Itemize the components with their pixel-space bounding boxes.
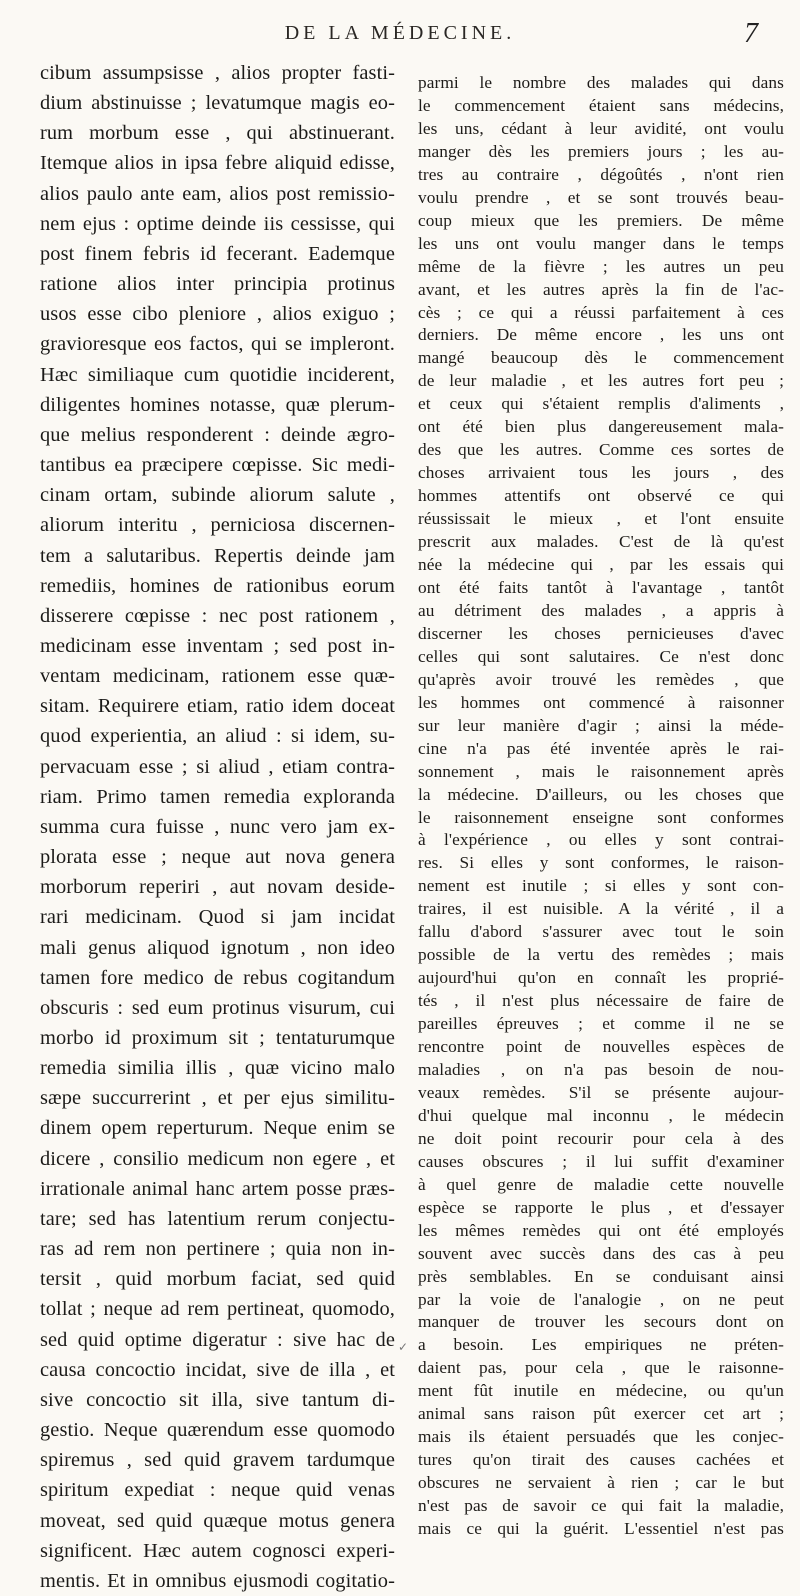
- french-text-line: avant, et les autres après la fin de l'ac-: [418, 279, 784, 299]
- latin-text-line: morbo id proximum sit ; tentaturumque: [40, 1027, 395, 1049]
- french-text-line: choses arrivaient tous les jours , des: [418, 463, 784, 483]
- french-text-line: les uns ont voulu manger dans le temps: [418, 233, 784, 253]
- latin-text-line: quod experientia, an aliud : si idem, su-: [40, 725, 395, 748]
- latin-text-line: morborum reperiri , aut novam deside-: [40, 876, 395, 899]
- latin-text-line: pervacuam esse ; si aliud , etiam contra-: [40, 755, 395, 778]
- latin-text-line: dium abstinuisse ; levatumque magis eo-: [40, 92, 395, 115]
- latin-text-line: tare; sed has latentium rerum conjectu-: [40, 1207, 395, 1230]
- french-text-line: au détriment des malades , a appris à: [418, 600, 784, 620]
- french-text-line: causes obscures ; il lui suffit d'examiner: [418, 1151, 784, 1171]
- french-text-line: prescrit aux malades. C'est de là qu'est: [418, 532, 784, 552]
- french-text-line: les uns, cédant à leur avidité, ont voulu: [418, 118, 784, 138]
- french-text-line: hommes attentifs ont observé ce qui: [418, 486, 784, 506]
- latin-text-line: spiremus , sed quid gravem tardumque: [40, 1449, 395, 1472]
- french-text-line: nement est inutile ; si elles y sont con-: [418, 876, 784, 896]
- french-text-line: discerner les choses pernicieuses d'avec: [418, 623, 784, 643]
- running-head: [0, 18, 800, 48]
- french-text-line: tés , il n'est plus nécessaire de faire de: [418, 991, 784, 1011]
- latin-text-line: ratione alios inter principia protinus: [40, 273, 395, 296]
- french-text-line: celles qui sont salutaires. Ce n'est donc: [418, 646, 784, 666]
- french-text-line: ont été faits tantôt à l'avantage , tantôt: [418, 577, 784, 597]
- french-text-line: et ceux qui s'étaient remplis d'aliments ,: [418, 394, 784, 414]
- latin-text-line: tollat ; neque ad rem pertineat, quomodo,: [40, 1298, 395, 1321]
- latin-text-line: usos esse cibo pleniore , alios exiguo ;: [40, 303, 395, 326]
- french-text-line: près semblables. En se conduisant ainsi: [418, 1266, 784, 1286]
- latin-text-line: spiritum expediat : neque quid venas: [40, 1479, 395, 1502]
- french-text-line: ont été bien plus dangereusement mala-: [418, 417, 784, 437]
- page-number: 7: [744, 18, 758, 49]
- latin-text-line: sed quid optime digeratur : sive hac de: [40, 1328, 395, 1351]
- latin-text-line: tamen fore medico de rebus cogitandum: [40, 966, 395, 989]
- latin-text-line: ventam medicinam, rationem esse quæ-: [40, 665, 395, 688]
- latin-text-column: [40, 58, 395, 1596]
- french-text-line: derniers. De même encore , les uns ont: [418, 325, 784, 345]
- french-text-line: sur leur manière d'agir ; ainsi la méde-: [418, 715, 784, 735]
- latin-text-line: moveat, sed quid quæque motus genera: [40, 1509, 395, 1532]
- french-text-line: de leur maladie , et les autres fort peu ;: [418, 371, 784, 391]
- french-text-line: a besoin. Les empiriques ne préten-: [418, 1335, 784, 1355]
- latin-text-line: remediis, homines de rationibus eorum: [40, 574, 395, 597]
- french-text-line: manquer de trouver les secours dont on: [418, 1312, 784, 1332]
- french-text-line: tures qu'on tirait des causes cachées et: [418, 1450, 784, 1470]
- french-text-line: des que les autres. Comme ces sortes de: [418, 440, 784, 460]
- french-text-line: souvent avec succès dans des cas à peu: [418, 1243, 784, 1263]
- french-text-line: fallu d'abord s'assurer avec tout le soin: [418, 922, 784, 942]
- latin-text-line: gestio. Neque quærendum esse quomodo: [40, 1419, 395, 1442]
- french-text-line: née la médecine qui , par les essais qui: [418, 555, 784, 575]
- french-text-line: rencontre point de nouvelles espèces de: [418, 1037, 784, 1057]
- french-text-line: la médecine. D'ailleurs, ou les choses que: [418, 784, 784, 804]
- french-text-line: par la voie de l'analogie , on ne peut: [418, 1289, 784, 1309]
- latin-text-line: significent. Hæc autem cognosci experi-: [40, 1539, 395, 1562]
- french-text-line: manger dès les premiers jours ; les au-: [418, 141, 784, 161]
- latin-text-line: dicere , consilio medicum non egere , et: [40, 1147, 395, 1170]
- latin-text-line: Hæc similiaque cum quotidie inciderent,: [40, 363, 395, 386]
- french-text-line: les hommes ont commencé à raisonner: [418, 692, 784, 712]
- french-text-line: à quel genre de maladie cette nouvelle: [418, 1174, 784, 1194]
- latin-text-line: causa concoctio incidat, sive de illa , et: [40, 1358, 395, 1381]
- french-text-line: traires, il est nuisible. A la vérité , il a: [418, 899, 784, 919]
- latin-text-line: mali genus aliquod ignotum , non ideo: [40, 936, 395, 959]
- french-text-line: coup mieux que les premiers. De même: [418, 210, 784, 230]
- latin-text-line: disserere cœpisse : nec post rationem ,: [40, 604, 395, 627]
- french-text-line: possible de la vertu des remèdes ; mais: [418, 945, 784, 965]
- french-text-line: maladies , on n'a pas besoin de nou-: [418, 1059, 784, 1079]
- french-text-line: mais ils étaient persuadés que les conjec-: [418, 1427, 784, 1447]
- latin-text-line: diligentes homines notasse, quæ plerum-: [40, 393, 395, 416]
- french-text-line: ment fût inutile en médecine, ou qu'un: [418, 1381, 784, 1401]
- latin-text-line: rari medicinam. Quod si jam incidat: [40, 906, 395, 929]
- latin-text-line: gravioresque eos factos, qui se impleront.: [40, 333, 395, 356]
- latin-text-line: irrationale animal hanc artem posse præs-: [40, 1177, 395, 1200]
- french-text-line: espèce se rapporte le plus , et d'essayer: [418, 1197, 784, 1217]
- french-text-line: même de la fièvre ; les autres un peu: [418, 256, 784, 276]
- french-text-line: animal sans raison pût exercer cet art ;: [418, 1404, 784, 1424]
- french-text-line: parmi le nombre des malades qui dans: [418, 73, 784, 92]
- latin-text-line: medicinam esse inventam ; sed post in-: [40, 634, 395, 657]
- latin-text-line: nem ejus : optime deinde iis cessisse, qui: [40, 212, 395, 235]
- latin-text-line: tantibus ea præcipere cœpisse. Sic medi-: [40, 454, 395, 477]
- french-text-line: sonnement , mais le raisonnement après: [418, 761, 784, 781]
- latin-text-line: remedia similia illis , quæ vicino malo: [40, 1057, 395, 1080]
- stray-pencil-mark: ✓: [398, 1340, 409, 1354]
- french-text-line: tres au contraire , dégoûtés , n'ont rien: [418, 164, 784, 184]
- latin-text-line: mentis. Et in omnibus ejusmodi cogitatio-: [40, 1569, 395, 1592]
- french-text-line: res. Si elles y sont conformes, le raison-: [418, 853, 784, 873]
- latin-text-line: plorata esse ; neque aut nova genera: [40, 846, 395, 869]
- latin-text-line: riam. Primo tamen remedia exploranda: [40, 785, 395, 808]
- french-text-line: n'est pas de savoir ce qui fait la maladie,: [418, 1496, 784, 1516]
- latin-text-line: aliorum interitu , perniciosa discernen-: [40, 514, 395, 537]
- latin-text-line: rum morbum esse , qui abstinuerant.: [40, 122, 395, 145]
- french-text-line: pareilles épreuves ; et comme il ne se: [418, 1014, 784, 1034]
- french-text-line: cine n'a pas été inventée après le rai-: [418, 738, 784, 758]
- latin-text-line: tem a salutaribus. Repertis deinde jam: [40, 544, 395, 567]
- latin-text-line: tersit , quid morbum faciat, sed quid: [40, 1268, 395, 1291]
- latin-text-line: sitam. Requirere etiam, ratio idem doceat: [40, 695, 395, 718]
- french-text-line: mais ce qui la guérit. L'essentiel n'est pas: [418, 1519, 784, 1539]
- french-text-line: aujourd'hui qu'on en connaît les proprié-: [418, 968, 784, 988]
- french-text-column: [418, 72, 784, 1541]
- french-text-line: à l'expérience , ou elles y sont contrai-: [418, 830, 784, 850]
- french-text-line: obscures ne servaient à rien ; car le but: [418, 1473, 784, 1493]
- latin-text-line: sive concoctio sit illa, sive tantum di-: [40, 1388, 395, 1411]
- french-text-line: les mêmes remèdes qui ont été employés: [418, 1220, 784, 1240]
- latin-text-line: post finem febris id fecerant. Eademque: [40, 242, 395, 265]
- french-text-line: le raisonnement enseigne sont conformes: [418, 807, 784, 827]
- latin-text-line: cinam ortam, subinde aliorum salute ,: [40, 484, 395, 507]
- french-text-line: voulu prendre , et se sont trouvés beau-: [418, 187, 784, 207]
- french-text-line: cès ; ce qui a réussi parfaitement à ces: [418, 302, 784, 322]
- latin-text-line: alios paulo ante eam, alios post remissio-: [40, 182, 395, 205]
- latin-text-line: cibum assumpsisse , alios propter fasti-: [40, 62, 395, 84]
- latin-text-line: que melius responderent : deinde ægro-: [40, 423, 395, 446]
- french-text-line: réussissait le mieux , et l'ont ensuite: [418, 509, 784, 529]
- french-text-line: mangé beaucoup dès le commencement: [418, 348, 784, 368]
- french-text-line: le commencement étaient sans médecins,: [418, 95, 784, 115]
- french-text-line: daient pas, pour cela , que le raisonne-: [418, 1358, 784, 1378]
- french-text-line: veaux remèdes. S'il se présente aujour-: [418, 1082, 784, 1102]
- latin-text-line: ras ad rem non pertinere ; quia non in-: [40, 1238, 395, 1261]
- latin-text-line: sæpe succurrerint , et per ejus similitu-: [40, 1087, 395, 1110]
- latin-text-line: dinem opem reperturum. Neque enim se: [40, 1117, 395, 1140]
- french-text-line: ne doit point recourir pour cela à des: [418, 1128, 784, 1148]
- french-text-line: d'hui quelque mal inconnu , le médecin: [418, 1105, 784, 1125]
- french-text-line: qu'après avoir trouvé les remèdes , que: [418, 669, 784, 689]
- running-title: DE LA MÉDECINE.: [284, 22, 516, 44]
- latin-text-line: Itemque alios in ipsa febre aliquid edisse,: [40, 152, 395, 175]
- latin-text-line: summa cura fuisse , nunc vero jam ex-: [40, 815, 395, 838]
- latin-text-line: obscuris : sed eum protinus visurum, cui: [40, 996, 395, 1019]
